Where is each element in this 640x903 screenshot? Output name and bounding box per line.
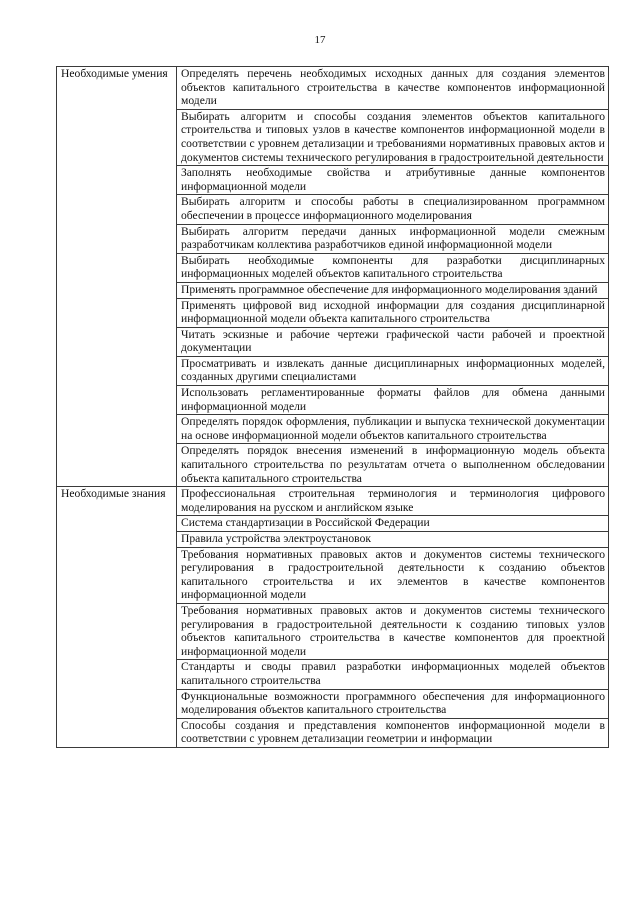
knowledge-item: Функциональные возможности программного обеспечения для информационного моделирования объектов капитального строительства	[177, 689, 609, 718]
skill-item: Использовать регламентированные форматы файлов для обмена данными информационной модели	[177, 386, 609, 415]
knowledge-item: Требования нормативных правовых актов и документов системы технического регулирования в градостроительной деятельности к созданию объектов капитального строительства и их элементов в качестве компонентов информационной модели	[177, 547, 609, 603]
skill-item: Применять цифровой вид исходной информации для создания дисциплинарной информационной модели объекта капитального строительства	[177, 298, 609, 327]
knowledge-item: Система стандартизации в Российской Федерации	[177, 516, 609, 532]
skill-item: Заполнять необходимые свойства и атрибутивные данные компонентов информационной модели	[177, 166, 609, 195]
competency-table	[56, 66, 609, 748]
skill-item: Определять порядок внесения изменений в информационную модель объекта капитального строительства по результатам отчета о выполненном обследовании объекта капитального строительства	[177, 444, 609, 487]
table-row	[57, 67, 609, 110]
knowledge-item: Стандарты и своды правил разработки информационных моделей объектов капитального строительства	[177, 660, 609, 689]
skill-item: Выбирать алгоритм передачи данных информационной модели смежным разработчикам коллектива разработчиков единой информационной модели	[177, 224, 609, 253]
page-number: 17	[314, 34, 326, 46]
skill-item: Применять программное обеспечение для информационного моделирования зданий	[177, 282, 609, 298]
skill-item: Определять порядок оформления, публикации и выпуска технической документации на основе информационной модели объектов капитального строительства	[177, 415, 609, 444]
skill-item: Выбирать алгоритм и способы работы в специализированном программном обеспечении в процессе информационного моделирования	[177, 195, 609, 224]
knowledge-item: Способы создания и представления компонентов информационной модели в соответствии с уровнем детализации геометрии и информации	[177, 718, 609, 747]
knowledge-item: Профессиональная строительная терминология и терминология цифрового моделирования на русском и английском языке	[177, 487, 609, 516]
skill-item: Выбирать алгоритм и способы создания элементов объектов капитального строительства и типовых узлов в качестве компонентов информационной модели в соответствии с уровнем детализации и требованиями нормативных правовых актов и документов системы технического регулирования в градостроительной деятельности	[177, 109, 609, 165]
skill-item: Читать эскизные и рабочие чертежи графической части рабочей и проектной документации	[177, 327, 609, 356]
skill-item: Определять перечень необходимых исходных данных для создания элементов объектов капитального строительства в качестве компонентов информационной модели	[177, 67, 609, 110]
knowledge-item: Требования нормативных правовых актов и документов системы технического регулирования в градостроительной деятельности к созданию типовых узлов объектов капитального строительства в качестве компонентов для проектной информационной модели	[177, 603, 609, 659]
skill-item: Выбирать необходимые компоненты для разработки дисциплинарных информационных моделей объектов капитального строительства	[177, 253, 609, 282]
skill-item: Просматривать и извлекать данные дисциплинарных информационных моделей, созданных другими специалистами	[177, 356, 609, 385]
section-label-knowledge: Необходимые знания	[57, 487, 177, 748]
knowledge-item: Правила устройства электроустановок	[177, 532, 609, 548]
section-label-skills: Необходимые умения	[57, 67, 177, 487]
table-row	[57, 487, 609, 516]
table-body	[57, 67, 609, 748]
